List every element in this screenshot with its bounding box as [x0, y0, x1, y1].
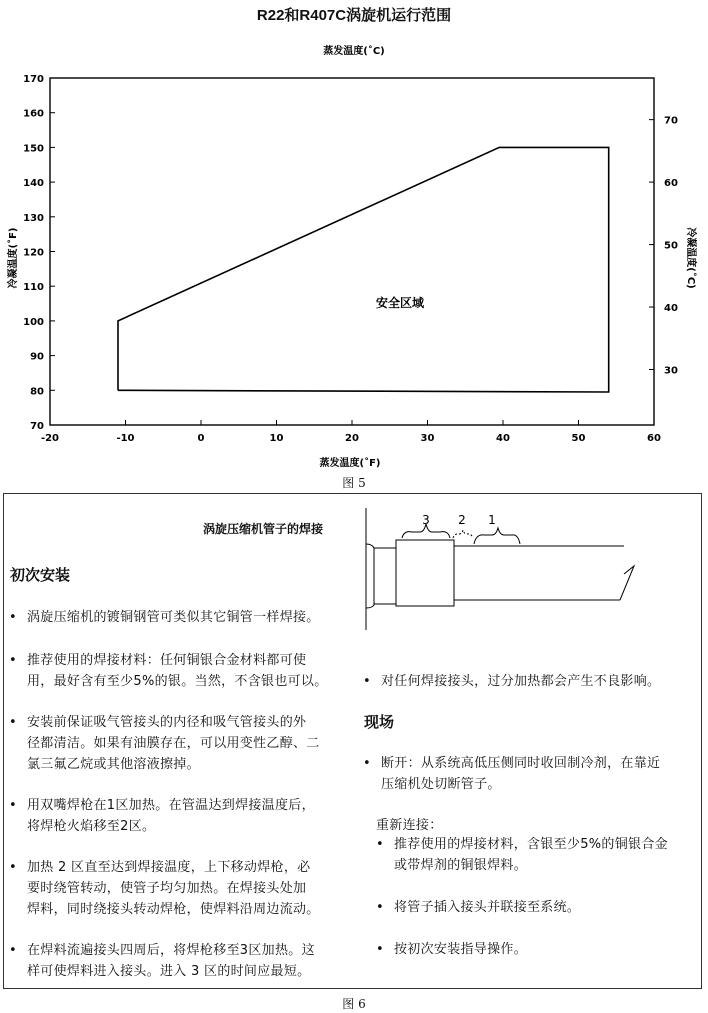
bullet-dot: • [363, 756, 371, 771]
x-tick-label: 50 [571, 433, 586, 444]
x-tick-label: 0 [197, 433, 205, 444]
bullet-line: 氯三氟乙烷或其他溶液擦掉。 [27, 757, 200, 772]
bullet-text [381, 753, 660, 795]
safe-region-label: 安全区域 [375, 296, 425, 310]
bullet-dot: • [376, 837, 384, 852]
zone-3-label: 3 [422, 513, 430, 527]
bullet-dot: • [363, 674, 371, 689]
bullet-line: 或带焊剂的铜银焊料。 [394, 858, 528, 873]
plot-frame [50, 78, 654, 425]
fitting-socket [396, 540, 454, 606]
bullet-dot: • [376, 942, 384, 957]
x-tick-label: -10 [116, 433, 135, 444]
bullet-dot: • [9, 715, 17, 730]
safe-operating-region [118, 147, 609, 392]
bullet-line: 压缩机处切断管子。 [381, 777, 501, 792]
x-tick-label: 60 [647, 433, 661, 444]
bullet-item [376, 834, 698, 876]
y-tick-label: 140 [23, 178, 44, 190]
bullet-dot: • [9, 943, 17, 958]
bullet-text [27, 712, 320, 775]
y-tick-label: 90 [30, 351, 44, 363]
x-tick-label: 20 [345, 433, 359, 444]
reconnect-label: 重新连接： [376, 818, 443, 833]
bullet-dot: • [9, 653, 17, 668]
bullet-text [394, 939, 527, 960]
y-tick-label: 170 [23, 74, 44, 85]
y-tick-label: 150 [23, 143, 44, 155]
zone-2-label: 2 [458, 513, 466, 527]
y-tick-label: 120 [23, 247, 44, 259]
fitting-flare [366, 544, 374, 608]
bullet-line: 样可使焊料进入接头。进入 3 区的时间应最短。 [27, 964, 311, 979]
bullet-line: 径都清洁。如果有油膜存在，可以用变性乙醇、二 [27, 736, 320, 751]
bullet-item [9, 940, 354, 982]
figure-6-caption: 图 6 [342, 997, 366, 1011]
x-tick-label: 30 [420, 433, 435, 444]
right-tick-label: 70 [664, 115, 678, 127]
x-tick-label: -20 [40, 433, 60, 444]
axis-ticks [23, 74, 678, 444]
bullet-item [376, 939, 698, 960]
bullet-text [27, 795, 315, 837]
bullet-dot: • [9, 798, 17, 813]
bullet-item [9, 712, 354, 775]
bullet-line: 加热 2 区直至达到焊接温度，上下移动焊枪，必 [27, 860, 311, 875]
zone-1-brace [474, 528, 520, 544]
operating-envelope-chart [0, 0, 708, 480]
right-y-axis-label: 冷凝温度(˚C) [685, 227, 696, 289]
bullet-line: 按初次安装指导操作。 [394, 942, 528, 957]
bullet-dot: • [9, 610, 17, 625]
figure-5-caption: 图 5 [342, 476, 366, 490]
right-tick-label: 50 [664, 240, 678, 252]
x-axis-label: 蒸发温度(˚F) [319, 458, 381, 469]
bullet-text [394, 897, 580, 918]
right-tick-label: 30 [664, 365, 678, 377]
y-tick-label: 70 [30, 421, 44, 432]
pipe-break-mark [620, 566, 634, 600]
bullet-line: 焊料，同时绕接头转动焊枪，使焊料沿周边流动。 [27, 902, 320, 917]
bullet-item [376, 897, 698, 918]
y-tick-label: 130 [23, 212, 44, 224]
bullet-item [9, 607, 354, 628]
bullet-item [9, 650, 354, 692]
bullet-line: 用双嘴焊枪在1区加热。在管温达到焊接温度后， [27, 798, 315, 813]
bullet-item [363, 753, 699, 795]
bullet-line: 断开：从系统高低压侧同时收回制冷剂，在靠近 [381, 756, 661, 771]
fitting-collar [374, 548, 396, 604]
y-tick-label: 100 [23, 316, 44, 328]
left-y-axis-label: 冷凝温度(˚F) [8, 227, 19, 289]
pipe-brazing-diagram [362, 500, 642, 640]
bullet-line: 推荐使用的焊接材料：任何铜银合金材料都可使 [27, 653, 307, 668]
zone-2-brace [453, 530, 473, 538]
chart-title: R22和R407C涡旋机运行范围 [256, 7, 452, 24]
bullet-line: 在焊料流遍接头四周后，将焊枪移至3区加热。这 [27, 943, 315, 958]
bullet-text [27, 607, 320, 628]
x-tick-label: 10 [269, 433, 284, 444]
section-field: 现场 [364, 713, 395, 731]
bullet-text [394, 834, 668, 876]
y-tick-label: 110 [23, 282, 44, 294]
bullet-item [9, 795, 354, 837]
bullet-dot: • [376, 900, 384, 915]
bullet-line: 安装前保证吸气管接头的内径和吸气管接头的外 [27, 715, 307, 730]
bullet-line: 用，最好含有至少5%的银。当然，不含银也可以。 [27, 674, 328, 689]
bullet-line: 推荐使用的焊接材料，含银至少5%的铜银合金 [394, 837, 668, 852]
bullet-dot: • [9, 860, 17, 875]
bullet-line: 将管子插入接头并联接至系统。 [394, 900, 581, 915]
bullet-line: 将焊枪火焰移至2区。 [27, 819, 156, 834]
x-tick-label: 40 [496, 433, 510, 444]
bullet-line: 要时绕管转动，使管子均匀加热。在焊接头处加 [27, 881, 307, 896]
section-initial-install: 初次安装 [10, 566, 71, 584]
right-tick-label: 40 [664, 303, 678, 315]
top-x-axis-label: 蒸发温度(˚C) [323, 46, 385, 57]
bullet-line: 涡旋压缩机的镀铜钢管可类似其它铜管一样焊接。 [27, 610, 320, 625]
bullet-text: 对任何焊接接头，过分加热都会产生不良影响。 [381, 674, 661, 689]
bullet-item [9, 857, 354, 920]
bullet-text [27, 650, 328, 692]
zone-1-label: 1 [488, 513, 496, 527]
y-tick-label: 160 [23, 108, 44, 120]
bullet-text [27, 857, 320, 920]
right-tick-label: 60 [664, 178, 678, 190]
y-tick-label: 80 [30, 386, 44, 398]
bullet-text [27, 940, 315, 982]
pipe-diagram-title: 涡旋压缩机管子的焊接 [203, 522, 324, 536]
